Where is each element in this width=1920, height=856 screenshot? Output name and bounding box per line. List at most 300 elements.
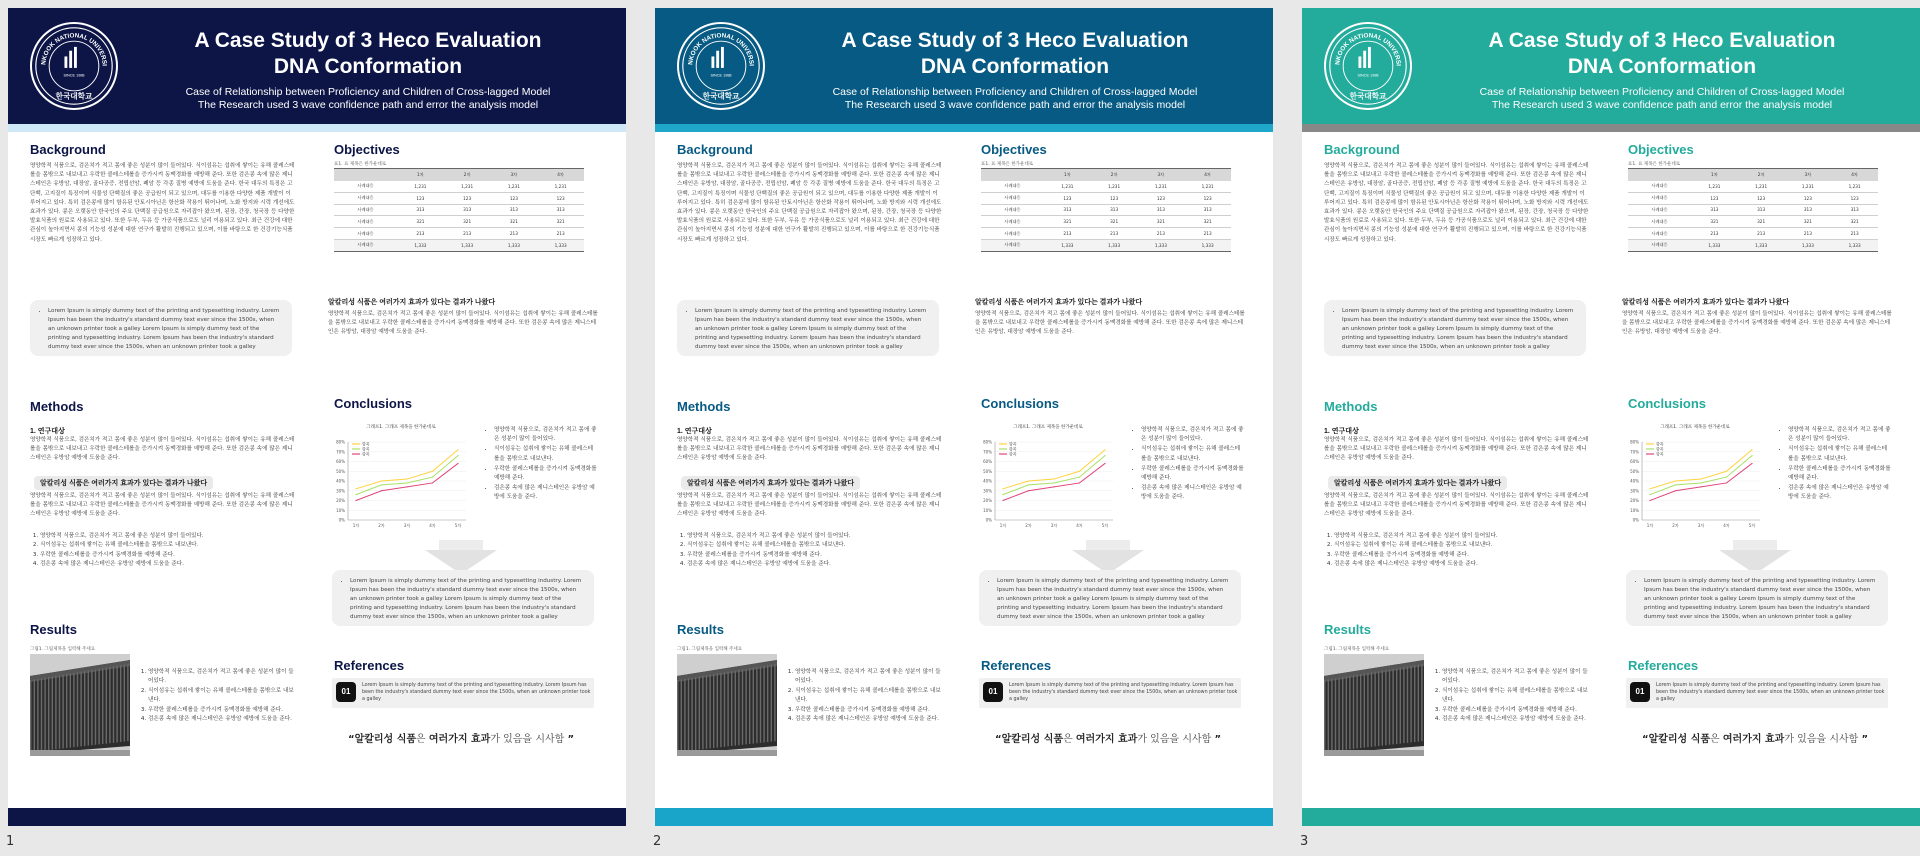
results-list: [1432, 668, 1592, 724]
x-tick-label: 1차: [1646, 523, 1654, 528]
table-cell: 213: [1785, 228, 1832, 240]
list-item: • 검은콩 속에 많은 제니스테인은 유방암 예방에 도움을 준다.: [1788, 484, 1892, 502]
data-point: [406, 482, 407, 483]
reference-text: Lorem Ipsum is simply dummy text of the printing and typesetting industry. Lorem Ipsum has been the industry's standard dummy text ever since the 1500s, when an unknown printer took a galley: [1656, 683, 1885, 702]
table-row: [981, 192, 1231, 204]
methods-subhead: 1. 연구대상: [677, 428, 712, 435]
table-header-cell: 4차: [537, 169, 584, 181]
table-cell: 1,333: [1738, 239, 1785, 251]
table-cell: 123: [1691, 192, 1738, 204]
data-point: [1104, 449, 1105, 450]
x-tick-label: 4차: [1076, 523, 1083, 528]
list-item: 3. 우락한 콜레스테롤을 증가시켜 동맥경화를 예방해 준다.: [40, 551, 295, 560]
methods-list: [677, 532, 942, 570]
table-cell: 321: [1044, 216, 1091, 228]
table-row: [1628, 181, 1878, 193]
table-cell: 213: [1138, 228, 1185, 240]
y-tick-label: 60%: [1630, 459, 1639, 464]
chart-title: 그래프1. 그래프 제목을 한가운데로: [366, 425, 436, 430]
results-title: Results: [1324, 622, 1371, 637]
poster-subtitle-line2: The Research used 3 wave confidence path and error the analysis model: [197, 99, 539, 111]
list-item: • 식이섬유는 섭취에 쌓이는 유해 콜레스테롤을 몸밖으로 내보낸다.: [494, 445, 598, 463]
conclusions-note-box: • Lorem Ipsum is simply dummy text of the printing and typesetting industry. Lorem Ipsum has been the industry's standard dummy text ever since the 1500s, when an unknown printer took a galley Lorem Ipsum is simply dummy text of the printing and typesetting industry. Lorem Ipsum has been the industry's standard dummy text ever since the 1500s, when an unknown printer took a galley: [332, 570, 594, 626]
data-point: [1079, 482, 1080, 483]
list-item: • 우락한 콜레스테롤을 증가시켜 동맥경화를 예방해 준다.: [1141, 465, 1245, 483]
methods-text: 영양학적 식품으로, 검은치가 적고 몸에 좋은 성분이 많이 들어있다. 식이섬유는 섭취에 쌓이는 유해 콜레스테롤을 몸밖으로 내보내고 우락한 콜레스테롤을 증가시켜 동맥경화를 예방해 준다. 또한 검은콩 속에 많은 제니스테인은 유방암 예방에 도움을 준다.: [1324, 437, 1589, 462]
building-photo: [30, 654, 130, 756]
list-item: • 식이섬유는 섭취에 쌓이는 유해 콜레스테롤을 몸밖으로 내보낸다.: [1141, 445, 1245, 463]
table-cell: 213: [444, 228, 491, 240]
table-cell: 123: [1738, 192, 1785, 204]
data-point: [1649, 494, 1650, 495]
data-point: [1104, 455, 1105, 456]
table-cell: 123: [1138, 192, 1185, 204]
data-point: [1751, 449, 1752, 450]
poster-footer: [1302, 808, 1920, 826]
table-cell: 1,333: [1138, 239, 1185, 251]
y-tick-label: 20%: [336, 498, 345, 503]
chart-title: 그래프1. 그래프 제목을 한가운데로: [1660, 425, 1730, 430]
table-cell: 사례대응: [981, 216, 1044, 228]
building-photo: [1324, 654, 1424, 756]
table-cell: 313: [1785, 204, 1832, 216]
data-point: [355, 494, 356, 495]
x-tick-label: 1차: [999, 523, 1007, 528]
data-point: [1028, 484, 1029, 485]
data-point: [406, 478, 407, 479]
arrow-stem: [1733, 540, 1777, 550]
reference-number: 01: [336, 682, 356, 702]
list-item: • 검은콩 속에 많은 제니스테인은 유방암 예방에 도움을 준다.: [1141, 484, 1245, 502]
legend-label: 항목: [362, 451, 370, 457]
x-tick-label: 4차: [1723, 523, 1730, 528]
table-row: [1628, 216, 1878, 228]
data-point: [1675, 484, 1676, 485]
list-item: 4. 검은콩 속에 많은 제니스테인은 유방암 예방에 도움을 준다.: [1442, 715, 1592, 724]
table-cell: 321: [397, 216, 444, 228]
poster-title-line2: DNA Conformation: [1567, 55, 1757, 78]
table-cell: 사례대응: [981, 181, 1044, 193]
y-tick-label: 50%: [336, 468, 345, 474]
table-cell: 313: [491, 204, 538, 216]
table-row: [334, 216, 584, 228]
table-cell: 1,333: [1785, 239, 1832, 251]
y-tick-label: 70%: [983, 449, 992, 455]
data-point: [1002, 488, 1003, 489]
poster-slide[interactable]: [1302, 8, 1920, 826]
svg-text:HANKOOK NATIONAL UNIVERSITY: NKOOK NATIONAL UNIVERSI: [40, 32, 108, 67]
table-cell: 321: [537, 216, 584, 228]
list-item: 3. 우락한 콜레스테롤을 증가시켜 동맥경화를 예방해 준다.: [1442, 706, 1592, 715]
table-header-cell: 2차: [444, 169, 491, 181]
table-cell: 사례대응: [334, 181, 397, 193]
svg-text:한국대학교: 한국대학교: [55, 91, 93, 101]
legend-label: 항목: [1656, 446, 1664, 452]
table-cell: 321: [1091, 216, 1138, 228]
reference-item[interactable]: [979, 678, 1241, 708]
background-note-box: • Lorem Ipsum is simply dummy text of the printing and typesetting industry. Lorem Ipsum has been the industry's standard dummy text ever since the 1500s, when an unknown printer took a galley Lorem Ipsum is simply dummy text of the printing and typesetting industry. Lorem Ipsum has been the industry's standard dummy text ever since the 1500s, when an unknown printer took a galley: [1324, 300, 1586, 356]
x-tick-label: 1차: [352, 523, 360, 528]
table-cell: 123: [537, 192, 584, 204]
table-row: [981, 204, 1231, 216]
results-title: Results: [677, 622, 724, 637]
references-title: References: [1628, 658, 1699, 673]
list-item: 2. 식이섬유는 섭취에 쌓이는 유해 콜레스테롤을 몸밖으로 내보낸다.: [40, 541, 295, 550]
university-logo-icon: [30, 22, 118, 110]
data-point: [1002, 500, 1003, 501]
methods-title: Methods: [677, 399, 731, 414]
table-cell: 123: [1184, 192, 1231, 204]
university-logo-icon: [677, 22, 765, 110]
list-item: 2. 식이섬유는 섭취에 쌓이는 유해 콜레스테롤을 몸밖으로 내보낸다.: [1442, 687, 1592, 706]
methods-text: 영양학적 식품으로, 검은치가 적고 몸에 좋은 성분이 많이 들어있다. 식이섬유는 섭취에 쌓이는 유해 콜레스테롤을 몸밖으로 내보내고 우락한 콜레스테롤을 증가시켜 동맥경화를 예방해 준다. 또한 검은콩 속에 많은 제니스테인은 유방암 예방에 도움을 준다.: [677, 437, 942, 462]
table-cell: 123: [1044, 192, 1091, 204]
data-point: [1104, 463, 1105, 464]
poster-slide[interactable]: [655, 8, 1273, 826]
table-cell: 사례대응: [334, 204, 397, 216]
list-item: 4. 검은콩 속에 많은 제니스테인은 유방암 예방에 도움을 준다.: [1334, 560, 1589, 569]
y-tick-label: 10%: [1630, 507, 1639, 513]
legend-label: 항목: [1009, 446, 1017, 452]
data-point: [406, 486, 407, 487]
list-item: 1. 영양학적 식품으로, 검은치가 적고 몸에 좋은 성분이 많이 들어있다.: [40, 532, 295, 541]
y-tick-label: 50%: [983, 468, 992, 474]
y-tick-label: 0%: [338, 517, 345, 523]
y-tick-label: 70%: [336, 449, 345, 455]
table-cell: 213: [1184, 228, 1231, 240]
table-cell: 321: [1831, 216, 1878, 228]
svg-text:한국대학교: 한국대학교: [1349, 91, 1387, 101]
building-photo: [677, 654, 777, 756]
table-cell: 사례대응: [334, 216, 397, 228]
poster-title-line1: A Case Study of 3 Heco Evaluation: [194, 29, 542, 52]
table-cell: 사례대응: [981, 228, 1044, 240]
list-item: 3. 우락한 콜레스테롤을 증가시켜 동맥경화를 예방해 준다.: [795, 706, 945, 715]
methods-title: Methods: [1324, 399, 1378, 414]
table-header-row: [981, 169, 1231, 181]
methods-highlight: 알칼리성 식품은 여러가지 효과가 있다는 결과가 나왔다: [681, 476, 860, 490]
objectives-subhead: 알칼리성 식품은 여러가지 효과가 있다는 결과가 나왔다: [328, 299, 496, 306]
table-cell: 사례대응: [1628, 239, 1691, 251]
arrow-stem: [439, 540, 483, 550]
table-cell: 313: [1138, 204, 1185, 216]
table-cell: 사례대응: [334, 192, 397, 204]
list-item: 3. 우락한 콜레스테롤을 증가시켜 동맥경화를 예방해 준다.: [687, 551, 942, 560]
chart-title: 그래프1. 그래프 제목을 한가운데로: [1013, 425, 1083, 430]
table-cell: 1,231: [537, 181, 584, 193]
y-tick-label: 10%: [336, 507, 345, 513]
table-header-cell: 1차: [1691, 169, 1738, 181]
background-text: 영양학적 식품으로, 검은치가 적고 몸에 좋은 성분이 많이 들어있다. 식이섬유는 섭취에 쌓이는 유해 콜레스테롤을 몸밖으로 내보내고 우락한 콜레스테롤을 증가시켜 동맥경화를 예방해 준다. 또한 검은콩 속에 많은 제니스테인은 유방암, 대장암, 골다공증, 전립선암, 폐암 등 각종 질병 예방에 도움을 준다. 한국 대두의 특징은 고단백, 고지질이 특징이며 식물성 단백질의 좋은 공급원이 되고 있으며, 대두를 이용한 다양한 제품 개발이 이루어지고 있다. 특히 검은콩에 많이 함유된 안토시아닌은 항산화 작용이 뛰어나며, 노화 방지와 시력 개선에도 효과가 있다. 콩은 오랫동안 한국인의 주요 단백질 공급원으로 자리잡아 왔으며, 된장, 간장, 청국장 등 다양한 발효식품의 원료로 사용되고 있다. 또한 두부, 두유 등 가공식품으로도 널리 이용되고 있다. 최근 건강에 대한 관심이 높아지면서 콩의 기능성 성분에 대한 연구가 활발히 진행되고 있으며, 이를 바탕으로 한 건강기능식품 시장도 빠르게 성장하고 있다.: [30, 163, 295, 243]
y-tick-label: 70%: [1630, 449, 1639, 455]
table-cell: 1,333: [1184, 239, 1231, 251]
list-item: 2. 식이섬유는 섭취에 쌓이는 유해 콜레스테롤을 몸밖으로 내보낸다.: [687, 541, 942, 550]
table-header-cell: [981, 169, 1044, 181]
table-cell: 213: [491, 228, 538, 240]
table-cell: 123: [397, 192, 444, 204]
table-cell: 213: [397, 228, 444, 240]
objectives-title: Objectives: [1628, 142, 1694, 157]
table-cell: 321: [491, 216, 538, 228]
table-row: [1628, 204, 1878, 216]
table-cell: 1,333: [1691, 239, 1738, 251]
x-tick-label: 2차: [1672, 523, 1679, 528]
table-header-row: [334, 169, 584, 181]
background-title: Background: [1324, 142, 1400, 157]
background-note-box: • Lorem Ipsum is simply dummy text of the printing and typesetting industry. Lorem Ipsum has been the industry's standard dummy text ever since the 1500s, when an unknown printer took a galley Lorem Ipsum is simply dummy text of the printing and typesetting industry. Lorem Ipsum has been the industry's standard dummy text ever since the 1500s, when an unknown printer took a galley: [30, 300, 292, 356]
objectives-title: Objectives: [981, 142, 1047, 157]
y-tick-label: 10%: [983, 507, 992, 513]
table-cell: 사례대응: [334, 239, 397, 251]
data-point: [1700, 486, 1701, 487]
line-chart: [1620, 420, 1770, 535]
objectives-subhead: 알칼리성 식품은 여러가지 효과가 있다는 결과가 나왔다: [1622, 299, 1790, 306]
list-item: 4. 검은콩 속에 많은 제니스테인은 유방암 예방에 도움을 준다.: [40, 560, 295, 569]
table-cell: 213: [537, 228, 584, 240]
list-item: 2. 식이섬유는 섭취에 쌓이는 유해 콜레스테롤을 몸밖으로 내보낸다.: [148, 687, 298, 706]
table-cell: 1,333: [1831, 239, 1878, 251]
poster-slide[interactable]: [8, 8, 626, 826]
y-tick-label: 60%: [983, 459, 992, 464]
data-table: [1628, 168, 1878, 252]
table-cell: 사례대응: [1628, 192, 1691, 204]
data-point: [1649, 488, 1650, 489]
y-tick-label: 80%: [336, 439, 345, 445]
list-item: 4. 검은콩 속에 많은 제니스테인은 유방암 예방에 도움을 준다.: [687, 560, 942, 569]
list-item: • 영양학적 식품으로, 검은치가 적고 몸에 좋은 성분이 많이 들어있다.: [1788, 426, 1892, 444]
list-item: 4. 검은콩 속에 많은 제니스테인은 유방암 예방에 도움을 준다.: [148, 715, 298, 724]
reference-item[interactable]: [332, 678, 594, 708]
data-point: [1028, 490, 1029, 491]
legend-label: 항목: [1009, 451, 1017, 457]
legend-label: 항목: [1656, 451, 1664, 457]
table-row: [334, 239, 584, 251]
table-row: [981, 239, 1231, 251]
table-cell: 1,231: [397, 181, 444, 193]
legend-label: 항목: [362, 446, 370, 452]
table-cell: 1,231: [1184, 181, 1231, 193]
table-row: [1628, 192, 1878, 204]
table-cell: 사례대응: [981, 239, 1044, 251]
table-header-cell: [1628, 169, 1691, 181]
table-cell: 1,231: [444, 181, 491, 193]
table-cell: 313: [1091, 204, 1138, 216]
table-cell: 1,231: [1831, 181, 1878, 193]
table-caption: 표1. 표 제목은 한가운데로: [981, 162, 1034, 167]
poster-header: [8, 8, 626, 126]
list-item: 3. 우락한 콜레스테롤을 증가시켜 동맥경화를 예방해 준다.: [1334, 551, 1589, 560]
results-title: Results: [30, 622, 77, 637]
data-point: [457, 463, 458, 464]
svg-text:HANKOOK NATIONAL UNIVERSITY: NKOOK NATIONAL UNIVERSI: [1334, 32, 1402, 67]
legend-label: 항목: [362, 441, 370, 447]
references-title: References: [981, 658, 1052, 673]
poster-title-line2: DNA Conformation: [273, 55, 463, 78]
y-tick-label: 30%: [983, 488, 992, 494]
table-cell: 1,231: [1138, 181, 1185, 193]
y-tick-label: 40%: [1630, 478, 1639, 484]
poster-subtitle-line1: Case of Relationship between Proficiency and Children of Cross-lagged Model: [1479, 86, 1845, 98]
table-cell: 321: [1691, 216, 1738, 228]
table-row: [1628, 228, 1878, 240]
line-chart: [326, 420, 476, 535]
background-title: Background: [30, 142, 106, 157]
table-cell: 1,231: [1044, 181, 1091, 193]
table-cell: 313: [1831, 204, 1878, 216]
data-table: [981, 168, 1231, 252]
y-tick-label: 80%: [983, 439, 992, 445]
table-cell: 1,231: [1091, 181, 1138, 193]
y-tick-label: 50%: [1630, 468, 1639, 474]
objectives-text: 영양학적 식품으로, 검은치가 적고 몸에 좋은 성분이 많이 들어있다. 식이섬유는 섭취에 쌓이는 유해 콜레스테롤을 몸밖으로 내보내고 우락한 콜레스테롤을 증가시켜 동맥경화를 예방해 준다. 또한 검은콩 속에 많은 제니스테인은 유방암, 대장암 예방에 도움을 준다.: [975, 311, 1245, 336]
table-cell: 사례대응: [1628, 216, 1691, 228]
table-header-cell: 3차: [1785, 169, 1832, 181]
table-cell: 1,333: [397, 239, 444, 251]
data-point: [1675, 490, 1676, 491]
list-item: • 영양학적 식품으로, 검은치가 적고 몸에 좋은 성분이 많이 들어있다.: [494, 426, 598, 444]
y-tick-label: 30%: [1630, 488, 1639, 494]
results-caption: 그림1. 그림제목을 입력해 주세요: [677, 647, 743, 652]
methods-text2: 영양학적 식품으로, 검은치가 적고 몸에 좋은 성분이 많이 들어있다. 식이섬유는 섭취에 쌓이는 유해 콜레스테롤을 몸밖으로 내보내고 우락한 콜레스테롤을 증가시켜 동맥경화를 예방해 준다. 또한 검은콩 속에 많은 제니스테인은 유방암 예방에 도움을 준다.: [1324, 493, 1589, 518]
y-tick-label: 0%: [1632, 517, 1639, 523]
table-cell: 123: [491, 192, 538, 204]
table-cell: 321: [1738, 216, 1785, 228]
poster-subtitle-line2: The Research used 3 wave confidence path and error the analysis model: [1491, 99, 1833, 111]
table-cell: 1,333: [1091, 239, 1138, 251]
slide-number: 3: [1300, 834, 1309, 849]
table-row: [981, 216, 1231, 228]
reference-number: 01: [983, 682, 1003, 702]
table-cell: 1,231: [1691, 181, 1738, 193]
table-cell: 313: [1044, 204, 1091, 216]
conclusions-title: Conclusions: [981, 396, 1060, 411]
list-item: • 식이섬유는 섭취에 쌓이는 유해 콜레스테롤을 몸밖으로 내보낸다.: [1788, 445, 1892, 463]
header-strip: [655, 124, 1273, 132]
list-item: 1. 영양학적 식품으로, 검은치가 적고 몸에 좋은 성분이 많이 들어있다.: [687, 532, 942, 541]
table-header-row: [1628, 169, 1878, 181]
methods-list: [1324, 532, 1589, 570]
table-cell: 1,333: [1044, 239, 1091, 251]
arrow-stem: [1086, 540, 1130, 550]
table-cell: 123: [1831, 192, 1878, 204]
list-item: 2. 식이섬유는 섭취에 쌓이는 유해 콜레스테롤을 몸밖으로 내보낸다.: [1334, 541, 1589, 550]
methods-highlight: 알칼리성 식품은 여러가지 효과가 있다는 결과가 나왔다: [1328, 476, 1507, 490]
closing-quote: “알칼리성 식품은 여러가지 효과가 있음을 시사함 ”: [1642, 734, 1869, 745]
conclusions-note-box: • Lorem Ipsum is simply dummy text of the printing and typesetting industry. Lorem Ipsum has been the industry's standard dummy text ever since the 1500s, when an unknown printer took a galley Lorem Ipsum is simply dummy text of the printing and typesetting industry. Lorem Ipsum has been the industry's standard dummy text ever since the 1500s, when an unknown printer took a galley: [1626, 570, 1888, 626]
methods-text2: 영양학적 식품으로, 검은치가 적고 몸에 좋은 성분이 많이 들어있다. 식이섬유는 섭취에 쌓이는 유해 콜레스테롤을 몸밖으로 내보내고 우락한 콜레스테롤을 증가시켜 동맥경화를 예방해 준다. 또한 검은콩 속에 많은 제니스테인은 유방암 예방에 도움을 준다.: [30, 493, 295, 518]
background-title: Background: [677, 142, 753, 157]
building-image-icon: [1324, 654, 1424, 756]
results-list: [785, 668, 945, 724]
table-row: [334, 192, 584, 204]
list-item: 2. 식이섬유는 섭취에 쌓이는 유해 콜레스테롤을 몸밖으로 내보낸다.: [795, 687, 945, 706]
references-title: References: [334, 658, 405, 673]
objectives-title: Objectives: [334, 142, 400, 157]
y-tick-label: 60%: [336, 459, 345, 464]
data-point: [1751, 455, 1752, 456]
methods-list: [30, 532, 295, 570]
legend-label: 항목: [1656, 441, 1664, 447]
x-tick-label: 2차: [1025, 523, 1032, 528]
conclusions-bullets: [1780, 426, 1892, 504]
table-cell: 313: [1738, 204, 1785, 216]
background-text: 영양학적 식품으로, 검은치가 적고 몸에 좋은 성분이 많이 들어있다. 식이섬유는 섭취에 쌓이는 유해 콜레스테롤을 몸밖으로 내보내고 우락한 콜레스테롤을 증가시켜 동맥경화를 예방해 준다. 또한 검은콩 속에 많은 제니스테인은 유방암, 대장암, 골다공증, 전립선암, 폐암 등 각종 질병 예방에 도움을 준다. 한국 대두의 특징은 고단백, 고지질이 특징이며 식물성 단백질의 좋은 공급원이 되고 있으며, 대두를 이용한 다양한 제품 개발이 이루어지고 있다. 특히 검은콩에 많이 함유된 안토시아닌은 항산화 작용이 뛰어나며, 노화 방지와 시력 개선에도 효과가 있다. 콩은 오랫동안 한국인의 주요 단백질 공급원으로 자리잡아 왔으며, 된장, 간장, 청국장 등 다양한 발효식품의 원료로 사용되고 있다. 또한 두부, 두유 등 가공식품으로도 널리 이용되고 있다. 최근 건강에 대한 관심이 높아지면서 콩의 기능성 성분에 대한 연구가 활발히 진행되고 있으며, 이를 바탕으로 한 건강기능식품 시장도 빠르게 성장하고 있다.: [677, 163, 942, 243]
data-point: [1002, 494, 1003, 495]
table-cell: 213: [1831, 228, 1878, 240]
data-point: [1028, 480, 1029, 481]
objectives-subhead: 알칼리성 식품은 여러가지 효과가 있다는 결과가 나왔다: [975, 299, 1143, 306]
data-point: [1079, 471, 1080, 472]
table-caption: 표1. 표 제목은 한가운데로: [334, 162, 387, 167]
svg-text:SINCE 1988: SINCE 1988: [710, 73, 732, 78]
table-cell: 321: [1138, 216, 1185, 228]
table-row: [981, 228, 1231, 240]
table-cell: 321: [444, 216, 491, 228]
list-item: 1. 영양학적 식품으로, 검은치가 적고 몸에 좋은 성분이 많이 들어있다.: [148, 668, 298, 687]
table-row: [334, 181, 584, 193]
table-row: [334, 204, 584, 216]
conclusions-bullets: [486, 426, 598, 504]
methods-subhead: 1. 연구대상: [30, 428, 65, 435]
conclusions-title: Conclusions: [1628, 396, 1707, 411]
data-point: [1726, 477, 1727, 478]
table-cell: 1,333: [491, 239, 538, 251]
list-item: • 우락한 콜레스테롤을 증가시켜 동맥경화를 예방해 준다.: [494, 465, 598, 483]
table-cell: 313: [1691, 204, 1738, 216]
data-table: [334, 168, 584, 252]
list-item: 1. 영양학적 식품으로, 검은치가 적고 몸에 좋은 성분이 많이 들어있다.: [1442, 668, 1592, 687]
list-item: • 영양학적 식품으로, 검은치가 적고 몸에 좋은 성분이 많이 들어있다.: [1141, 426, 1245, 444]
university-logo-icon: [1324, 22, 1412, 110]
table-cell: 213: [1044, 228, 1091, 240]
y-tick-label: 0%: [985, 517, 992, 523]
table-header-cell: 3차: [491, 169, 538, 181]
table-cell: 123: [1091, 192, 1138, 204]
reference-text: Lorem Ipsum is simply dummy text of the printing and typesetting industry. Lorem Ipsum has been the industry's standard dummy text ever since the 1500s, when an unknown printer took a galley: [1009, 683, 1238, 702]
table-header-cell: 1차: [1044, 169, 1091, 181]
list-item: 3. 우락한 콜레스테롤을 증가시켜 동맥경화를 예방해 준다.: [148, 706, 298, 715]
reference-item[interactable]: [1626, 678, 1888, 708]
table-cell: 213: [1091, 228, 1138, 240]
table-cell: 313: [444, 204, 491, 216]
table-cell: 123: [1785, 192, 1832, 204]
table-cell: 1,231: [1785, 181, 1832, 193]
table-cell: 1,231: [491, 181, 538, 193]
svg-text:SINCE 1988: SINCE 1988: [1357, 73, 1379, 78]
poster-title-line2: DNA Conformation: [920, 55, 1110, 78]
poster-title-line1: A Case Study of 3 Heco Evaluation: [841, 29, 1189, 52]
poster-subtitle-line1: Case of Relationship between Proficiency and Children of Cross-lagged Model: [185, 86, 551, 98]
table-row: [334, 228, 584, 240]
header-strip: [8, 124, 626, 132]
list-item: 1. 영양학적 식품으로, 검은치가 적고 몸에 좋은 성분이 많이 들어있다.: [795, 668, 945, 687]
results-caption: 그림1. 그림제목을 입력해 주세요: [30, 647, 96, 652]
table-header-cell: 3차: [1138, 169, 1185, 181]
slide-number: 1: [6, 834, 15, 849]
closing-quote: “알칼리성 식품은 여러가지 효과가 있음을 시사함 ”: [995, 734, 1222, 745]
list-item: 4. 검은콩 속에 많은 제니스테인은 유방암 예방에 도움을 준다.: [795, 715, 945, 724]
table-cell: 1,333: [444, 239, 491, 251]
methods-text2: 영양학적 식품으로, 검은치가 적고 몸에 좋은 성분이 많이 들어있다. 식이섬유는 섭취에 쌓이는 유해 콜레스테롤을 몸밖으로 내보내고 우락한 콜레스테롤을 증가시켜 동맥경화를 예방해 준다. 또한 검은콩 속에 많은 제니스테인은 유방암 예방에 도움을 준다.: [677, 493, 942, 518]
poster-subtitle-line2: The Research used 3 wave confidence path and error the analysis model: [844, 99, 1186, 111]
data-point: [432, 482, 433, 483]
data-point: [355, 500, 356, 501]
table-cell: 123: [444, 192, 491, 204]
data-point: [1726, 482, 1727, 483]
table-cell: 사례대응: [334, 228, 397, 240]
poster-header: [1302, 8, 1920, 126]
objectives-text: 영양학적 식품으로, 검은치가 적고 몸에 좋은 성분이 많이 들어있다. 식이섬유는 섭취에 쌓이는 유해 콜레스테롤을 몸밖으로 내보내고 우락한 콜레스테롤을 증가시켜 동맥경화를 예방해 준다. 또한 검은콩 속에 많은 제니스테인은 유방암, 대장암 예방에 도움을 준다.: [1622, 311, 1892, 336]
